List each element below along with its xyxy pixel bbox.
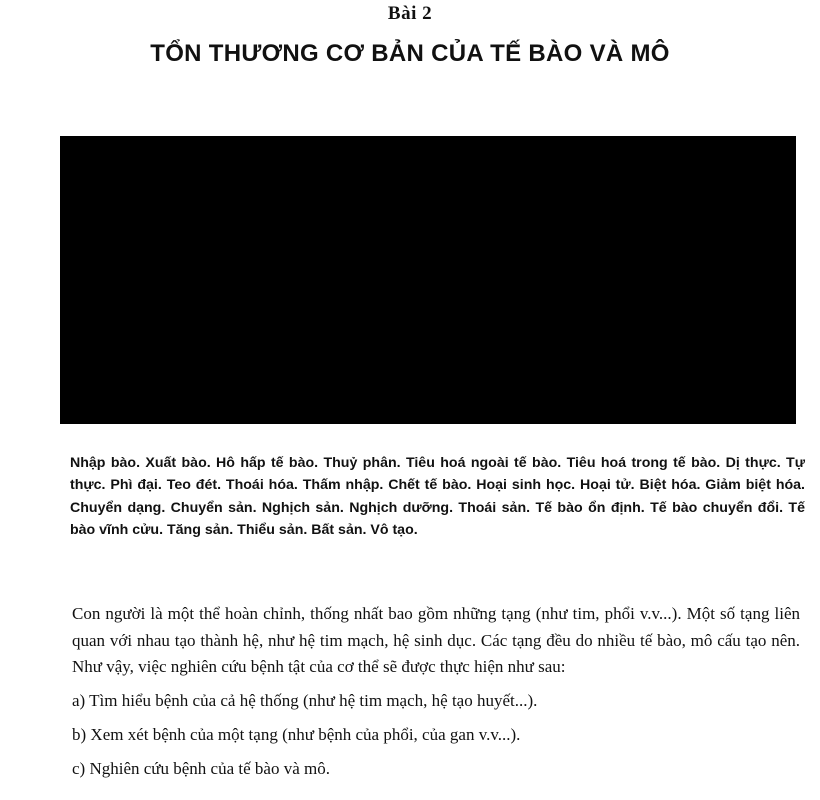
redacted-objectives-box: [60, 136, 796, 424]
body-text: [72, 601, 800, 783]
lesson-number: Bài 2: [387, 3, 433, 24]
list-item-b: b) Xem xét bệnh của một tạng (như bệnh của phổi, của gan v.v...).: [72, 725, 521, 744]
list-item-a: a) Tìm hiểu bệnh của cả hệ thống (như hệ tim mạch, hệ tạo huyết...).: [72, 691, 538, 710]
list-item-c: c) Nghiên cứu bệnh của tế bào và mô.: [72, 759, 330, 778]
chapter-title: TỔN THƯƠNG CƠ BẢN CỦA TẾ BÀO VÀ MÔ: [150, 40, 670, 67]
intro-paragraph: Con người là một thể hoàn chỉnh, thống nhất bao gồm những tạng (như tim, phổi v.v...). Một số tạng liên quan với nhau tạo thành hệ, như hệ tim mạch, hệ sinh dục. Các tạng đều do nhiều tế bào, mô cấu tạo nên. Như vậy, việc nghiên cứu bệnh tật của cơ thể sẽ được thực hiện như sau:: [72, 604, 800, 676]
keywords-paragraph: Nhập bào. Xuất bào. Hô hấp tế bào. Thuỷ phân. Tiêu hoá ngoài tế bào. Tiêu hoá trong tế bào. Dị thực. Tự thực. Phì đại. Teo đét. Thoái hóa. Thấm nhập. Chết tế bào. Hoại sinh học. Hoại tử. Biệt hóa. Giảm biệt hóa. Chuyển dạng. Chuyển sản. Nghịch sản. Nghịch dưỡng. Thoái sản. Tế bào ổn định. Tế bào chuyển đổi. Tế bào vĩnh cửu. Tăng sản. Thiểu sản. Bất sản. Vô tạo.: [70, 455, 805, 538]
